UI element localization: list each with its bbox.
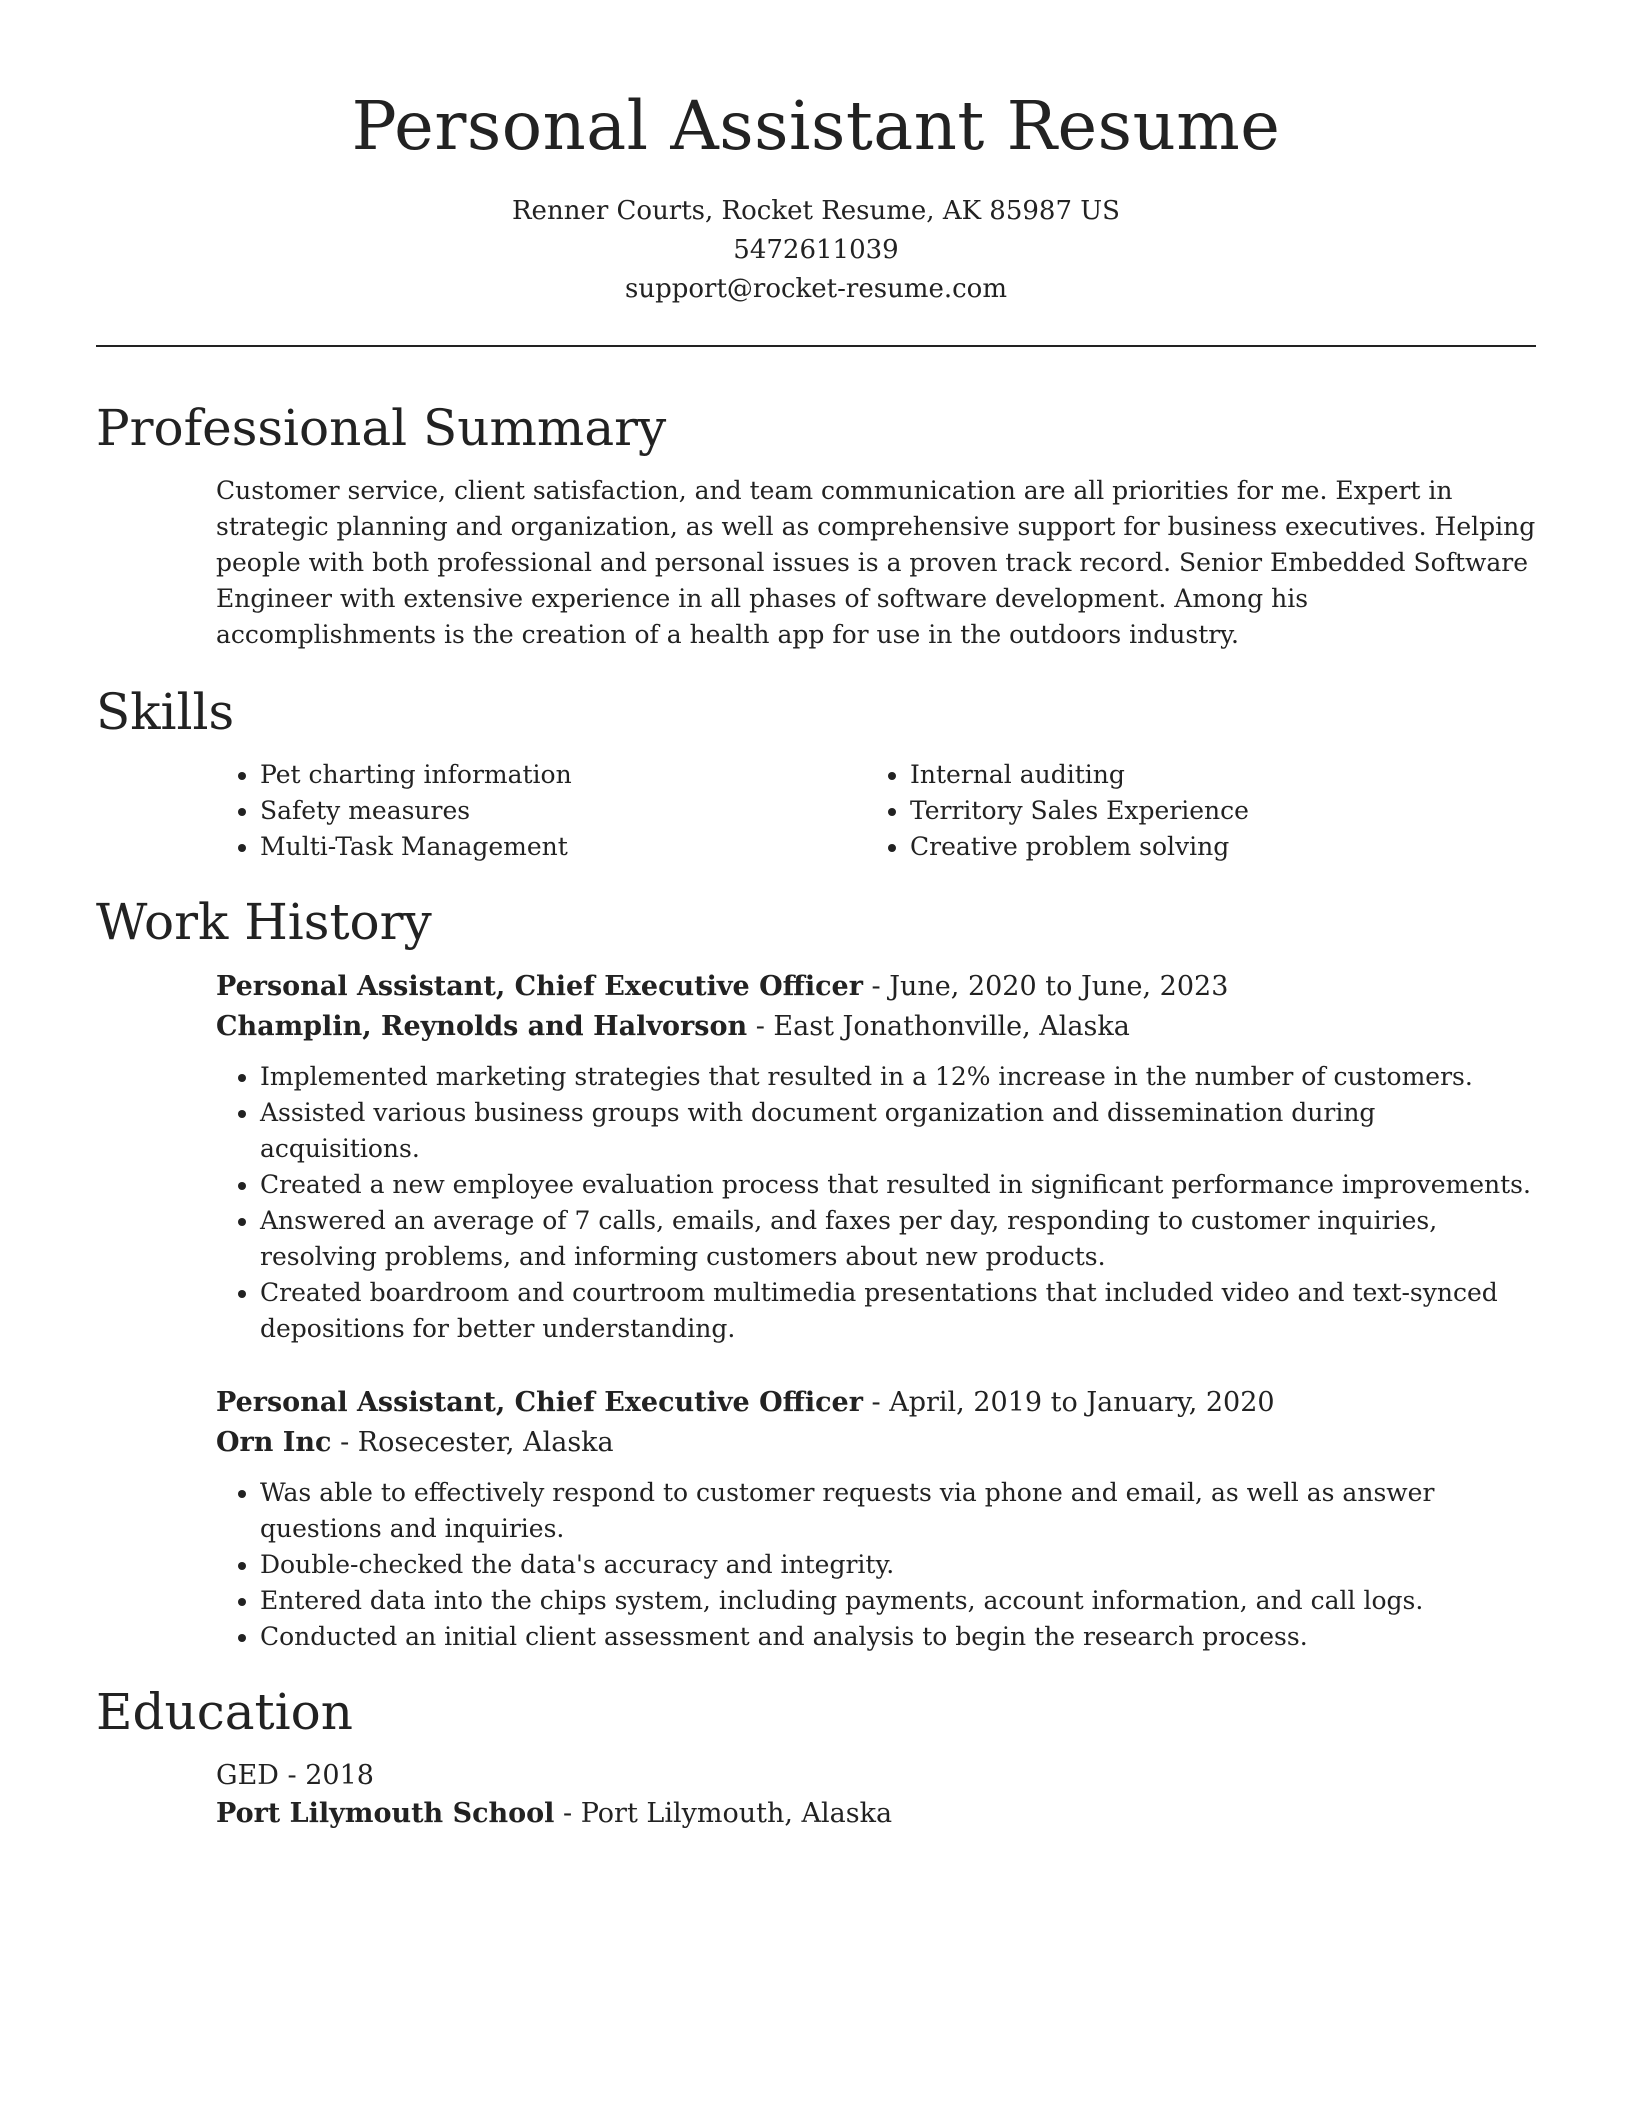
education-school-line — [216, 1795, 1536, 1833]
education-degree: GED — [216, 1760, 279, 1791]
skills-section — [96, 681, 1536, 865]
job-bullet: • Was able to effectively respond to customer requests via phone and email, as well as answer questions and inquiries. — [260, 1475, 1536, 1547]
job-title-line — [216, 1383, 1536, 1423]
skill-item: • Territory Sales Experience — [910, 793, 1536, 829]
work-history-section — [96, 891, 1536, 1655]
job-dates: - April, 2019 to January, 2020 — [862, 1387, 1275, 1418]
education-heading: Education — [96, 1683, 353, 1741]
skill-item: • Multi-Task Management — [260, 829, 866, 865]
job-entry — [216, 1383, 1536, 1655]
job-bullets — [216, 1475, 1536, 1655]
skill-item: • Pet charting information — [260, 757, 866, 793]
resume-title: Personal Assistant Resume — [351, 87, 1281, 165]
job-bullet: • Assisted various business groups with document organization and dissemination during acquisitions. — [260, 1095, 1536, 1167]
job-location: - Rosecester, Alaska — [331, 1427, 614, 1458]
address: Renner Courts, Rocket Resume, AK 85987 US — [511, 196, 1120, 226]
education-section — [96, 1681, 1536, 1833]
skills-heading: Skills — [96, 683, 235, 741]
job-bullet: • Created a new employee evaluation process that resulted in significant performance improvements. — [260, 1167, 1536, 1203]
job-bullet: • Double-checked the data's accuracy and integrity. — [260, 1547, 1536, 1583]
phone: 5472611039 — [733, 235, 899, 265]
summary-section — [96, 397, 1536, 653]
job-role: Personal Assistant, Chief Executive Officer — [216, 1387, 863, 1418]
education-school: Port Lilymouth School — [216, 1798, 555, 1829]
job-company: Orn Inc — [216, 1427, 332, 1458]
job-dates: - June, 2020 to June, 2023 — [862, 971, 1229, 1002]
work-history-heading: Work History — [96, 893, 432, 951]
job-location: - East Jonathonville, Alaska — [747, 1011, 1130, 1042]
contact-info — [96, 192, 1536, 309]
job-bullet: • Conducted an initial client assessment and analysis to begin the research process. — [260, 1619, 1536, 1655]
summary-heading: Professional Summary — [96, 399, 667, 457]
job-company: Champlin, Reynolds and Halvorson — [216, 1011, 748, 1042]
education-location: - Port Lilymouth, Alaska — [554, 1798, 893, 1829]
job-bullet: • Created boardroom and courtroom multimedia presentations that included video and text-synced depositions for better understanding. — [260, 1275, 1536, 1347]
job-bullet: • Answered an average of 7 calls, emails, and faxes per day, responding to customer inquiries, resolving problems, and informing customers about new products. — [260, 1203, 1536, 1275]
summary-text: Customer service, client satisfaction, and team communication are all priorities for me. Expert in strategic planning and organization, as well as comprehensive support for business executives. Helping people with both professional and personal issues is a proven track record. Senior Embedded Software Engineer with extensive experience in all phases of software development. Among his accomplishments is the creation of a health app for use in the outdoors industry. — [216, 476, 1536, 649]
skills-grid — [216, 757, 1536, 865]
job-company-line — [216, 1423, 1536, 1463]
job-title-line — [216, 967, 1536, 1007]
job-role: Personal Assistant, Chief Executive Officer — [216, 971, 863, 1002]
skill-item: • Internal auditing — [910, 757, 1536, 793]
job-entry — [216, 967, 1536, 1347]
job-bullet: • Implemented marketing strategies that resulted in a 12% increase in the number of customers. — [260, 1059, 1536, 1095]
job-company-line — [216, 1007, 1536, 1047]
education-year: - 2018 — [278, 1760, 374, 1791]
job-bullets — [216, 1059, 1536, 1347]
job-bullet: • Entered data into the chips system, including payments, account information, and call logs. — [260, 1583, 1536, 1619]
skills-list-right — [866, 757, 1536, 865]
skill-item: • Creative problem solving — [910, 829, 1536, 865]
skills-list-left — [216, 757, 866, 865]
education-degree-line — [216, 1757, 1536, 1795]
skill-item: • Safety measures — [260, 793, 866, 829]
email: support@rocket-resume.com — [624, 274, 1007, 304]
header-divider — [96, 345, 1536, 347]
education-entry — [216, 1757, 1536, 1833]
resume-header — [96, 0, 1536, 309]
